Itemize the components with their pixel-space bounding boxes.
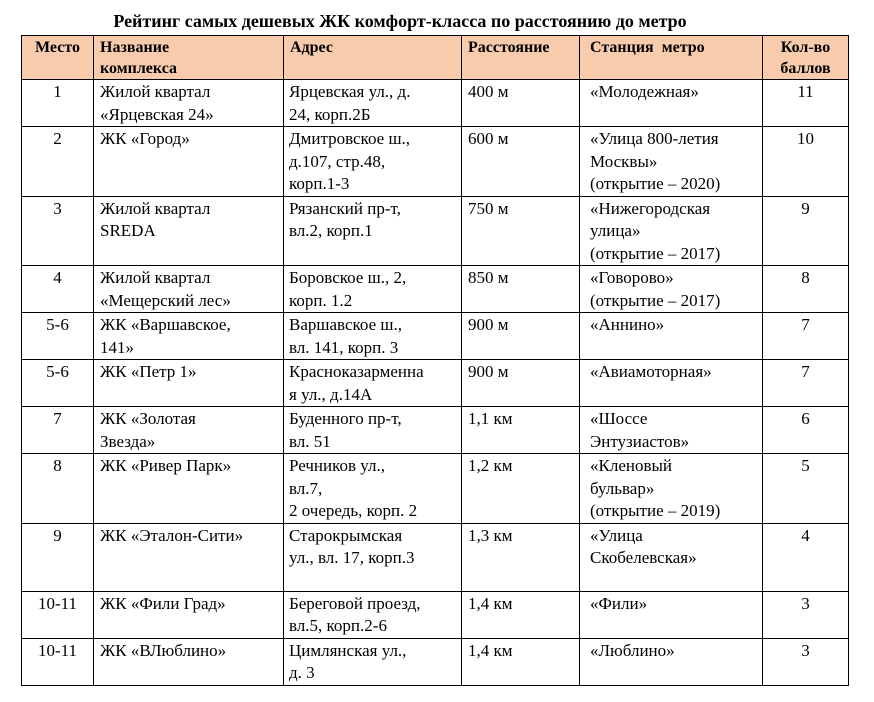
complex-name-cell-line: Жилой квартал bbox=[100, 198, 211, 218]
complex-name-cell bbox=[94, 454, 284, 524]
station-cell bbox=[580, 407, 763, 454]
header-row bbox=[22, 36, 849, 80]
address-cell-line: вл.2, корп.1 bbox=[289, 221, 373, 240]
table-row bbox=[22, 454, 849, 524]
address-cell bbox=[284, 313, 462, 360]
address-cell-line: 2 очередь, корп. 2 bbox=[289, 501, 418, 520]
points-cell: 5 bbox=[763, 454, 849, 524]
address-cell-line: Старокрымская bbox=[289, 525, 403, 545]
header-name-line1: Название bbox=[100, 39, 170, 56]
distance-cell: 600 м bbox=[462, 127, 580, 197]
complex-name-cell-line: «Мещерский лес» bbox=[100, 290, 231, 310]
address-cell-line: вл. 141, корп. 3 bbox=[289, 337, 399, 357]
address-cell bbox=[284, 638, 462, 685]
address-cell bbox=[284, 127, 462, 197]
address-cell-line: вл. 51 bbox=[289, 431, 331, 451]
address-cell-line: Варшавское ш., bbox=[289, 315, 402, 334]
address-cell-line: вл.7, bbox=[289, 478, 323, 498]
complex-name-cell-line: ЖК «Фили Град» bbox=[100, 593, 226, 613]
address-cell bbox=[284, 196, 462, 266]
table-row bbox=[22, 196, 849, 266]
complex-name-cell bbox=[94, 360, 284, 407]
station-cell-line: Москвы» bbox=[590, 151, 658, 171]
distance-cell: 900 м bbox=[462, 313, 580, 360]
address-cell-line: Буденного пр-т, bbox=[289, 409, 402, 428]
address-cell-line: Красноказарменна bbox=[289, 362, 424, 381]
complex-name-cell-line: Звезда» bbox=[100, 431, 156, 451]
station-cell-line: «Шоссе bbox=[590, 409, 648, 428]
distance-cell: 750 м bbox=[462, 196, 580, 266]
table-row bbox=[22, 313, 849, 360]
place-cell: 7 bbox=[22, 407, 94, 454]
complex-name-cell-line: ЖК «Варшавское, bbox=[100, 315, 231, 334]
address-cell bbox=[284, 407, 462, 454]
address-cell-line: корп.1-3 bbox=[289, 174, 350, 193]
complex-name-cell-line: ЖК «Золотая bbox=[100, 409, 196, 428]
header-station bbox=[580, 36, 763, 80]
address-cell-line: Береговой проезд, bbox=[289, 593, 421, 613]
address-cell-line: Цимлянская ул., bbox=[289, 640, 407, 660]
address-cell-line: ул., вл. 17, корп.3 bbox=[289, 548, 415, 567]
station-cell-line: (открытие – 2017) bbox=[590, 290, 721, 310]
complex-name-cell-line: ЖК «Эталон-Сити» bbox=[100, 525, 244, 545]
station-cell-line: «Аннино» bbox=[590, 315, 665, 334]
complex-name-cell bbox=[94, 127, 284, 197]
station-cell bbox=[580, 196, 763, 266]
station-cell-line: «Кленовый bbox=[590, 456, 673, 475]
station-cell bbox=[580, 127, 763, 197]
address-cell bbox=[284, 523, 462, 591]
station-cell-line: (открытие – 2019) bbox=[590, 501, 721, 520]
address-cell-line: Дмитровское ш., bbox=[289, 129, 411, 148]
station-cell-line: (открытие – 2020) bbox=[590, 174, 721, 193]
header-place bbox=[22, 36, 94, 80]
table-body bbox=[22, 80, 849, 686]
complex-name-cell bbox=[94, 591, 284, 638]
station-cell-line: «Улица bbox=[590, 525, 643, 545]
distance-cell: 1,3 км bbox=[462, 523, 580, 591]
points-cell: 9 bbox=[763, 196, 849, 266]
complex-name-cell-line: ЖК «Город» bbox=[100, 129, 190, 148]
complex-name-cell-line: SREDA bbox=[100, 221, 156, 240]
station-cell-line: улица» bbox=[590, 221, 641, 240]
complex-name-cell bbox=[94, 313, 284, 360]
station-cell-line: «Молодежная» bbox=[590, 82, 699, 101]
points-cell: 11 bbox=[763, 80, 849, 127]
station-cell bbox=[580, 266, 763, 313]
complex-name-cell-line: ЖК «Петр 1» bbox=[100, 362, 197, 381]
header-points-line2: баллов bbox=[780, 60, 831, 77]
station-cell bbox=[580, 638, 763, 685]
points-cell: 6 bbox=[763, 407, 849, 454]
address-cell-line: 24, корп.2Б bbox=[289, 104, 371, 124]
header-distance-label: Расстояние bbox=[468, 39, 550, 56]
station-cell-line: «Фили» bbox=[590, 593, 648, 613]
header-distance bbox=[462, 36, 580, 80]
complex-name-cell bbox=[94, 266, 284, 313]
address-cell-line: д.107, стр.48, bbox=[289, 151, 386, 171]
complex-name-cell-line: Жилой квартал bbox=[100, 82, 211, 101]
station-cell bbox=[580, 80, 763, 127]
address-cell-line: Боровское ш., 2, bbox=[289, 268, 407, 287]
place-cell: 5-6 bbox=[22, 360, 94, 407]
header-name bbox=[94, 36, 284, 80]
station-cell-line: «Люблино» bbox=[590, 640, 675, 660]
place-cell: 9 bbox=[22, 523, 94, 591]
place-cell: 10-11 bbox=[22, 591, 94, 638]
header-place-label: Место bbox=[35, 39, 80, 56]
distance-cell: 400 м bbox=[462, 80, 580, 127]
table-row bbox=[22, 360, 849, 407]
header-points bbox=[763, 36, 849, 80]
header-address bbox=[284, 36, 462, 80]
complex-name-cell bbox=[94, 196, 284, 266]
table-row bbox=[22, 523, 849, 591]
points-cell: 4 bbox=[763, 523, 849, 591]
table-row bbox=[22, 266, 849, 313]
complex-name-cell-line: ЖК «Ривер Парк» bbox=[100, 456, 232, 475]
complex-name-cell bbox=[94, 523, 284, 591]
complex-name-cell bbox=[94, 407, 284, 454]
place-cell: 3 bbox=[22, 196, 94, 266]
station-cell-line: «Нижегородская bbox=[590, 198, 711, 218]
place-cell: 2 bbox=[22, 127, 94, 197]
header-station-label: Станция метро bbox=[590, 39, 705, 56]
complex-name-cell-line: ЖК «ВЛюблино» bbox=[100, 640, 227, 660]
table-row bbox=[22, 127, 849, 197]
rating-table bbox=[21, 35, 849, 686]
points-cell: 8 bbox=[763, 266, 849, 313]
address-cell-line: Речников ул., bbox=[289, 456, 386, 475]
address-cell-line: д. 3 bbox=[289, 663, 315, 682]
header-name-line2: комплекса bbox=[100, 60, 178, 77]
address-cell bbox=[284, 360, 462, 407]
address-cell-line: я ул., д.14А bbox=[289, 384, 373, 404]
points-cell: 3 bbox=[763, 638, 849, 685]
points-cell: 10 bbox=[763, 127, 849, 197]
station-cell-line: Энтузиастов» bbox=[590, 431, 690, 451]
place-cell: 8 bbox=[22, 454, 94, 524]
place-cell: 1 bbox=[22, 80, 94, 127]
distance-cell: 850 м bbox=[462, 266, 580, 313]
place-cell: 4 bbox=[22, 266, 94, 313]
address-cell bbox=[284, 266, 462, 313]
complex-name-cell bbox=[94, 80, 284, 127]
complex-name-cell bbox=[94, 638, 284, 685]
station-cell bbox=[580, 360, 763, 407]
station-cell-line: (открытие – 2017) bbox=[590, 243, 721, 263]
address-cell-line: Рязанский пр-т, bbox=[289, 198, 401, 218]
table-row bbox=[22, 407, 849, 454]
station-cell-line: «Говорово» bbox=[590, 268, 674, 287]
station-cell-line: бульвар» bbox=[590, 478, 655, 498]
table-row bbox=[22, 638, 849, 685]
complex-name-cell-line: 141» bbox=[100, 337, 134, 357]
table-row bbox=[22, 80, 849, 127]
address-cell-line: корп. 1.2 bbox=[289, 290, 353, 310]
address-cell bbox=[284, 591, 462, 638]
table-row bbox=[22, 591, 849, 638]
points-cell: 3 bbox=[763, 591, 849, 638]
station-cell-line: «Авиамоторная» bbox=[590, 362, 712, 381]
station-cell-line: «Улица 800-летия bbox=[590, 129, 719, 148]
complex-name-cell-line: Жилой квартал bbox=[100, 268, 211, 287]
station-cell-line: Скобелевская» bbox=[590, 548, 697, 567]
place-cell: 10-11 bbox=[22, 638, 94, 685]
header-address-label: Адрес bbox=[290, 39, 333, 56]
distance-cell: 1,4 км bbox=[462, 591, 580, 638]
header-points-line1: Кол-во bbox=[780, 39, 831, 56]
table-title: Рейтинг самых дешевых ЖК комфорт-класса по расстоянию до метро bbox=[113, 11, 687, 31]
complex-name-cell-line: «Ярцевская 24» bbox=[100, 104, 214, 124]
distance-cell: 1,2 км bbox=[462, 454, 580, 524]
distance-cell: 1,1 км bbox=[462, 407, 580, 454]
station-cell bbox=[580, 313, 763, 360]
place-cell: 5-6 bbox=[22, 313, 94, 360]
address-cell-line: Ярцевская ул., д. bbox=[289, 82, 411, 101]
distance-cell: 1,4 км bbox=[462, 638, 580, 685]
station-cell bbox=[580, 523, 763, 591]
address-cell bbox=[284, 454, 462, 524]
address-cell-line: вл.5, корп.2-6 bbox=[289, 616, 387, 635]
address-cell bbox=[284, 80, 462, 127]
station-cell bbox=[580, 591, 763, 638]
points-cell: 7 bbox=[763, 313, 849, 360]
distance-cell: 900 м bbox=[462, 360, 580, 407]
station-cell bbox=[580, 454, 763, 524]
points-cell: 7 bbox=[763, 360, 849, 407]
